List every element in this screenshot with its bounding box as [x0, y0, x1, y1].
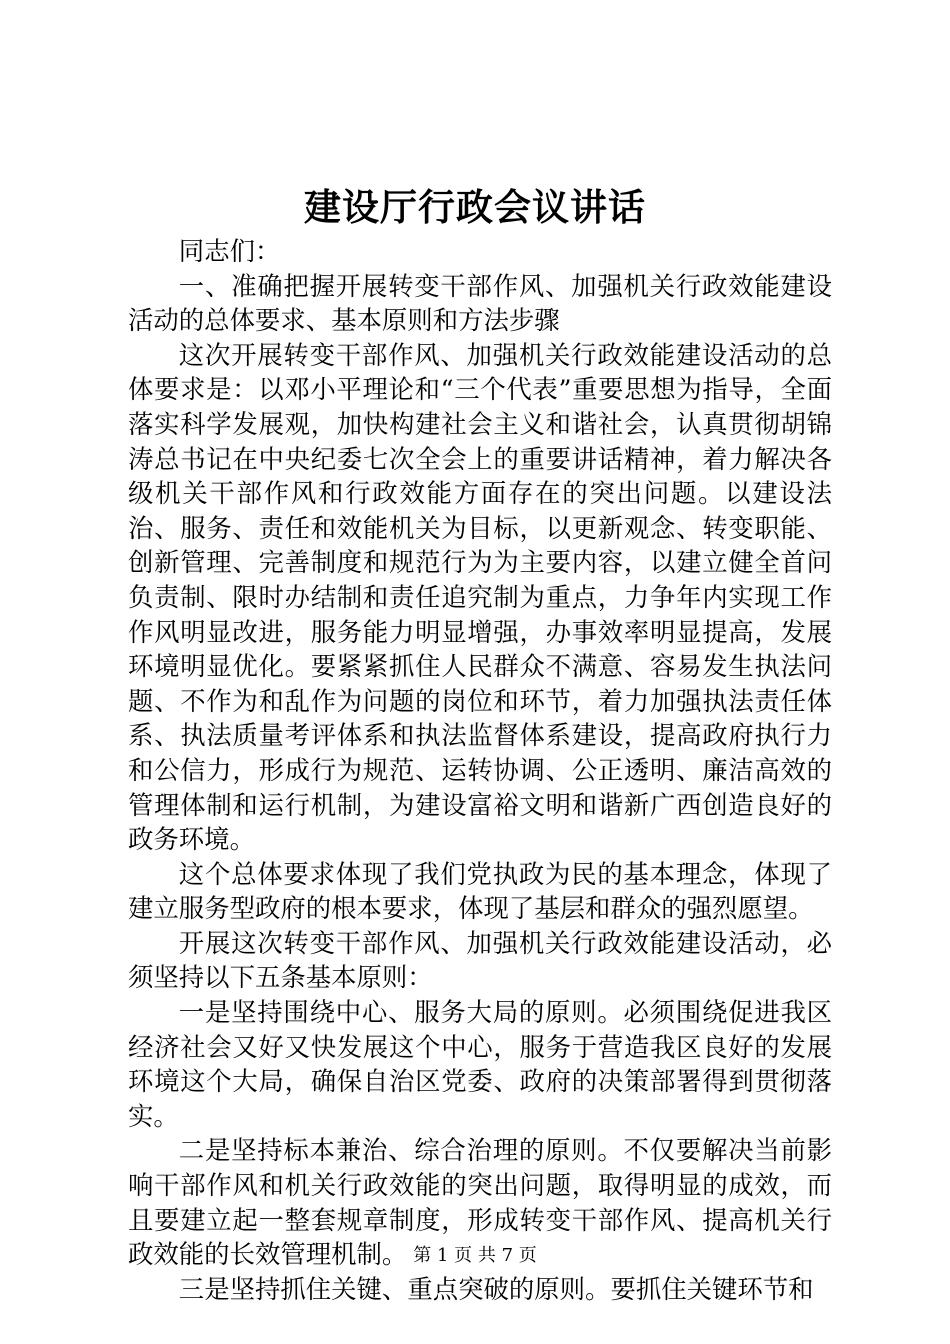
paragraph: 这次开展转变干部作风、加强机关行政效能建设活动的总体要求是：以邓小平理论和“三个代表”重要思想为指导，全面落实科学发展观，加快构建社会主义和谐社会，认真贯彻胡锦涛总书记在中央纪委七次全会上的重要讲话精神，着力解决各级机关干部作风和行政效能方面存在的突出问题。以建设法治、服务、责任和效能机关为目标，以更新观念、转变职能、创新管理、完善制度和规范行为为主要内容，以建立健全首问负责制、限时办结制和责任追究制为重点，力争年内实现工作作风明显改进，服务能力明显增强，办事效率明显提高，发展环境明显优化。要紧紧抓住人民群众不满意、容易发生执法问题、不作为和乱作为问题的岗位和环节，着力加强执法责任体系、执法质量考评体系和执法监督体系建设，提高政府执行力和公信力，形成行为规范、运转协调、公正透明、廉洁高效的管理体制和运行机制，为建设富裕文明和谐新广西创造良好的政务环境。	[128, 339, 832, 855]
paragraph: 三是坚持抓住关键、重点突破的原则。要抓住关键环节和	[178, 1273, 814, 1304]
paragraph: 开展这次转变干部作风、加强机关行政效能建设活动，必须坚持以下五条基本原则：	[128, 927, 832, 993]
paragraph: 二是坚持标本兼治、综合治理的原则。不仅要解决当前影响干部作风和机关行政效能的突出问题，取得明显的成效，而且要建立起一整套规章制度，形成转变干部作风、提高机关行政效能的长效管理机制。	[128, 1135, 832, 1270]
paragraph-section-heading: 一、准确把握开展转变干部作风、加强机关行政效能建设活动的总体要求、基本原则和方法步骤	[128, 270, 832, 336]
paragraph: 这个总体要求体现了我们党执政为民的基本理念，体现了建立服务型政府的根本要求，体现了基层和群众的强烈愿望。	[128, 858, 832, 924]
paragraph-salutation: 同志们：	[178, 236, 281, 266]
page-number-footer: 第 1 页 共 7 页	[413, 1245, 537, 1266]
document-title: 建设厅行政会议讲话	[304, 185, 646, 229]
document-body	[128, 234, 832, 1306]
paragraph: 一是坚持围绕中心、服务大局的原则。必须围绕促进我区经济社会又好又快发展这个中心，服务于营造我区良好的发展环境这个大局，确保自治区党委、政府的决策部署得到贯彻落实。	[128, 997, 832, 1131]
